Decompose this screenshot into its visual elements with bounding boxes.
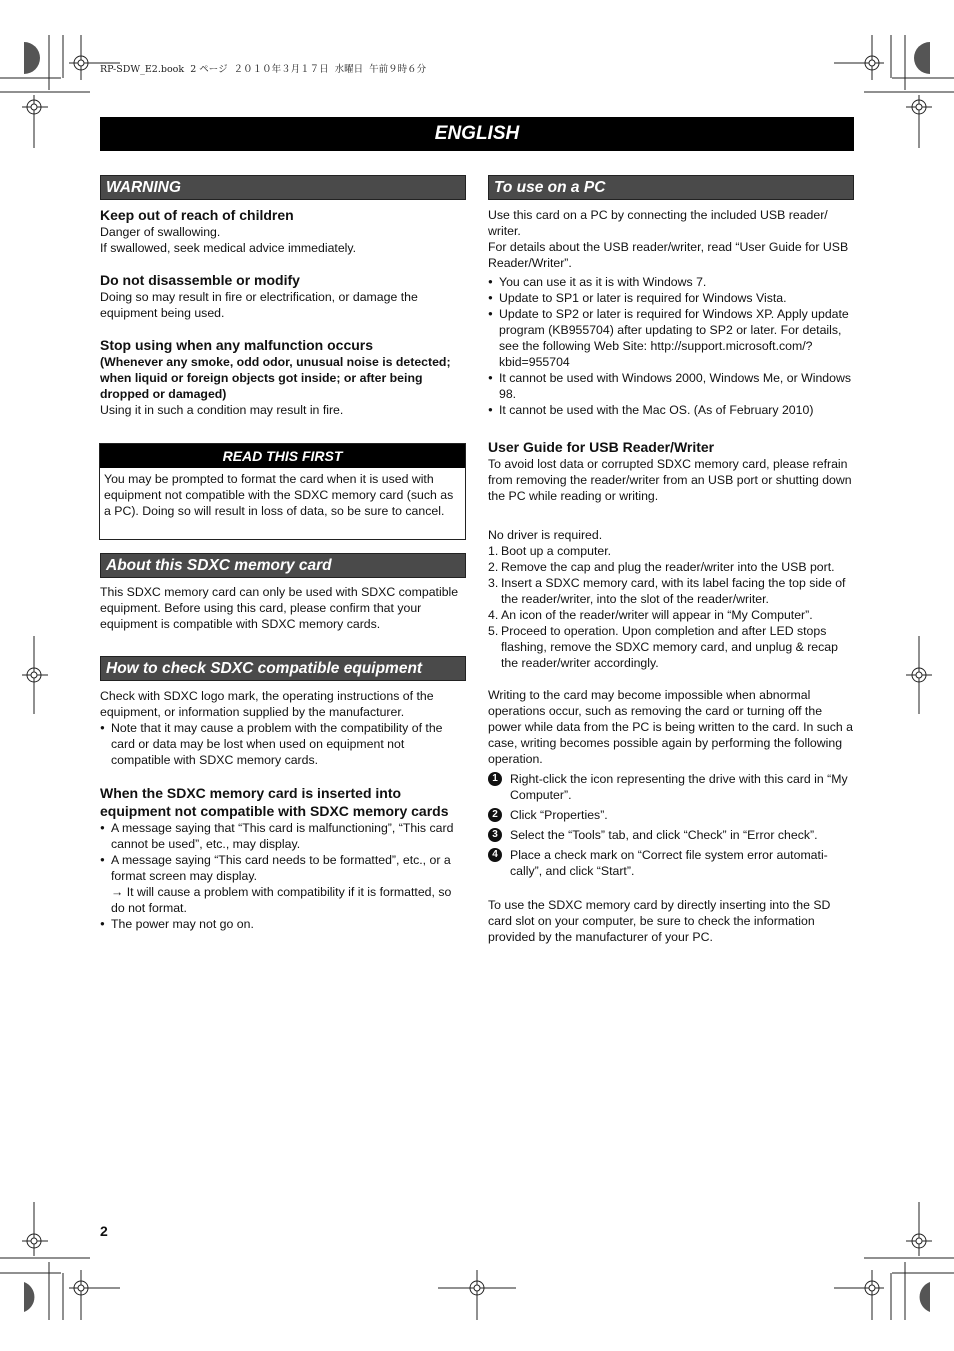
pc-bullet: ● Update to SP1 or later is required for Windows Vista.	[488, 290, 854, 306]
read-first-text: You may be prompted to format the card when it is used with equipment not compatible with the SDXC memory card (such as a PC). Doing so will result in loss of data, so be sure to cancel.	[104, 472, 454, 518]
warning-bold-note: (Whenever any smoke, odd odor, unusual noise is detected; when liquid or foreign objects got inside; or after being dropped or damaged)	[100, 355, 451, 401]
warning-text: If swallowed, seek medical advice immediately.	[100, 241, 357, 255]
pc-intro: For details about the USB reader/writer, read “User Guide for USB Reader/Writer”.	[488, 240, 849, 270]
language-title: ENGLISH	[434, 123, 520, 144]
op-item: 4 Place a check mark on “Correct file system error automati- cally”, and click “Start”.	[488, 847, 854, 879]
about-heading: About this SDXC memory card	[100, 553, 466, 578]
read-first-box	[99, 443, 466, 540]
warning-text: Using it in such a condition may result in fire.	[100, 403, 344, 417]
warning-text: Danger of swallowing.	[100, 225, 221, 239]
guide-text: To avoid lost data or corrupted SDXC memory card, please refrain from removing the reader/writer from an USB port or shutting down the PC while reading or writing.	[488, 457, 852, 503]
about-text: This SDXC memory card can only be used with SDXC compatible equipment. Before using this card, please confirm that your equipment is compatible with SDXC memory cards.	[100, 585, 459, 631]
warning-title-disassemble: Do not disassemble or modify	[100, 272, 300, 288]
pc-bullet: ● You can use it as it is with Windows 7.	[488, 274, 854, 290]
warning-title-malfunction: Stop using when any malfunction occurs	[100, 337, 374, 353]
pc-section	[488, 207, 854, 945]
page-number: 2	[100, 1223, 108, 1239]
warning-text: Doing so may result in fire or electrification, or damage the equipment being used.	[100, 290, 418, 320]
closing-text: To use the SDXC memory card by directly inserting into the SD card slot on your computer, be sure to check the information provided by the manufacturer of your PC.	[488, 898, 831, 944]
no-driver-text: No driver is required.	[488, 528, 603, 542]
step-item: 2. Remove the cap and plug the reader/writer into the USB port.	[488, 560, 835, 574]
check-section	[100, 688, 466, 932]
check-bullet: ● A message saying that “This card is malfunctioning”, “This card cannot be used”, etc., may display.	[100, 820, 466, 852]
read-first-heading: READ THIS FIRST	[100, 444, 465, 468]
check-text: Check with SDXC logo mark, the operating instructions of the equipment, or information supplied by the manufacturer.	[100, 689, 434, 719]
check-bullet: ● The power may not go on.	[100, 916, 466, 932]
op-item: 2 Click “Properties”.	[488, 807, 854, 823]
op-item: 3 Select the “Tools” tab, and click “Check” in “Error check”.	[488, 827, 854, 843]
pc-bullet: ● It cannot be used with the Mac OS. (As of February 2010)	[488, 402, 854, 418]
warning-section	[100, 207, 466, 418]
language-title-bar	[100, 117, 854, 151]
warning-heading: WARNING	[100, 175, 466, 200]
op-item: 1 Right-click the icon representing the drive with this card in “My Computer”.	[488, 771, 854, 803]
pc-bullet: ● It cannot be used with Windows 2000, Windows Me, or Windows 98.	[488, 370, 854, 402]
guide-title: User Guide for USB Reader/Writer	[488, 439, 715, 455]
check-bullet: ● A message saying “This card needs to be formatted”, etc., or a format screen may display.	[100, 852, 466, 884]
pc-heading: To use on a PC	[488, 175, 854, 200]
check-heading: How to check SDXC compatible equipment	[100, 656, 466, 681]
file-header-line: RP-SDW_E2.book 2 ページ ２０１０年３月１７日 水曜日 午前９時６分	[100, 64, 427, 75]
warning-title-children: Keep out of reach of children	[100, 207, 294, 223]
abnormal-text: Writing to the card may become impossible when abnormal operations occur, such as removing the card or turning off the power while data from the PC is being written to the card. In such a case, writing becomes possible again by performing the following operation.	[488, 688, 853, 766]
pc-bullet: ● Update to SP2 or later is required for Windows XP. Apply update program (KB955704) after updating to SP2 or later. For details, see the following Web Site: http://support.microsoft.com/?kbid=955704	[488, 306, 854, 370]
step-item: 4. An icon of the reader/writer will appear in “My Computer”.	[488, 608, 813, 622]
check-arrow-note: → It will cause a problem with compatibility if it is formatted, so do not format.	[111, 885, 452, 915]
step-item: 5. Proceed to operation. Upon completion and after LED stops flashing, remove the SDXC memory card, and unplug & recap the reader/writer accordingly.	[488, 624, 838, 670]
check-bullet: ● Note that it may cause a problem with the compatibility of the card or data may be lost when used on equipment not compatible with SDXC memory cards.	[100, 720, 466, 768]
step-item: 1. Boot up a computer.	[488, 544, 612, 558]
step-item: 3. Insert a SDXC memory card, with its label facing the top side of the reader/writer, into the slot of the reader/writer.	[488, 576, 846, 606]
pc-intro: Use this card on a PC by connecting the included USB reader/ writer.	[488, 208, 828, 238]
check-subheading: When the SDXC memory card is inserted into equipment not compatible with SDXC memory cards	[100, 785, 449, 819]
